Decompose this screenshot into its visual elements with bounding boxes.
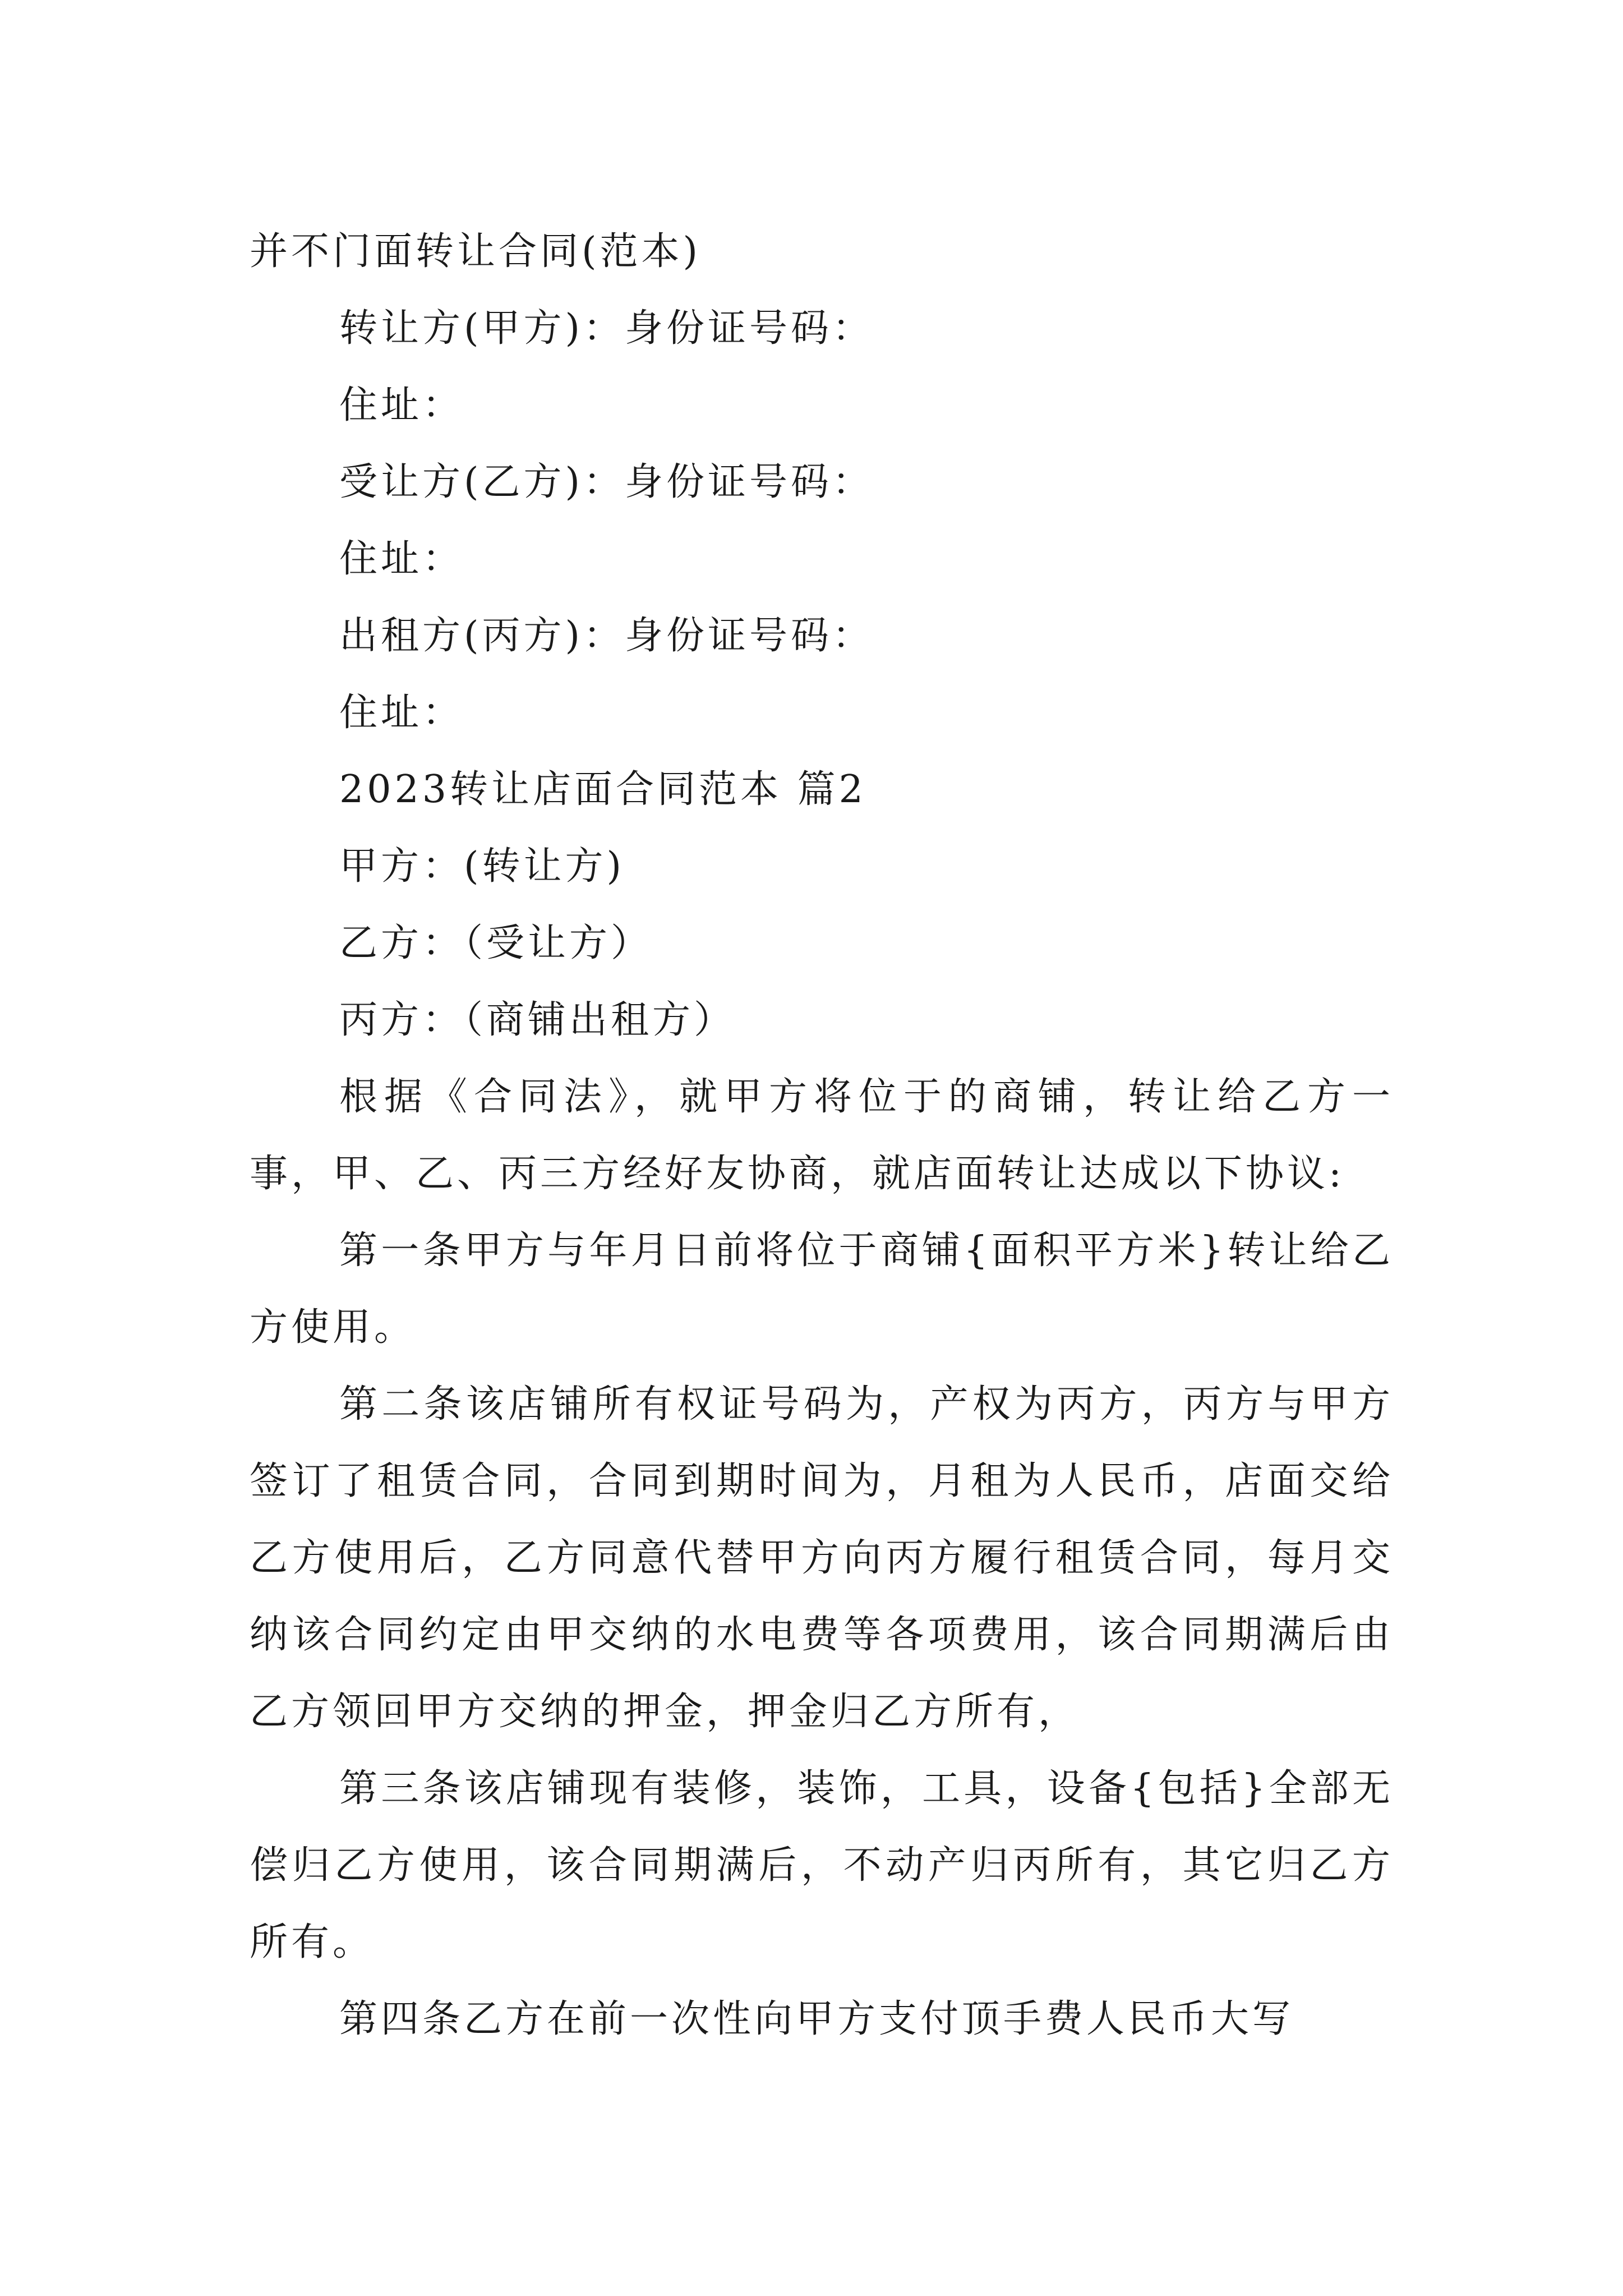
lessor-id-line: 出租方(丙方)：身份证号码： bbox=[339, 614, 874, 658]
party-b-line: 乙方：（受让方） bbox=[339, 921, 653, 965]
preamble-paragraph: 根据《合同法》，就甲方将位于的商铺，转让给乙方一事，甲、乙、丙三方经好友协商，就店面转让达成以下协议: bbox=[250, 1075, 1394, 1196]
transferor-address-line: 住址： bbox=[339, 383, 464, 427]
article-2-paragraph: 第二条该店铺所有权证号码为，产权为丙方，丙方与甲方签订了租赁合同，合同到期时间为，月租为人民币，店面交给乙方使用后，乙方同意代替甲方向丙方履行租赁合同，每月交纳该合同约定由甲交纳的水电费等各项费用，该合同期满后由乙方领回甲方交纳的押金，押金归乙方所有， bbox=[250, 1382, 1394, 1734]
transferee-address-line: 住址： bbox=[339, 537, 464, 581]
party-c-line: 丙方：（商铺出租方） bbox=[339, 998, 736, 1042]
document-title: 并不门面转让合同(范本) bbox=[250, 229, 702, 274]
transferee-id-line: 受让方(乙方)：身份证号码： bbox=[339, 460, 874, 504]
article-4-paragraph: 第四条乙方在前一次性向甲方支付顶手费人民币大写 bbox=[339, 1997, 1294, 2041]
article-3-paragraph: 第三条该店铺现有装修，装饰，工具，设备{包括}全部无偿归乙方使用，该合同期满后，不动产归丙所有，其它归乙方所有。 bbox=[250, 1766, 1394, 1964]
transferor-id-line: 转让方(甲方)：身份证号码： bbox=[339, 306, 874, 351]
party-a-line: 甲方：(转让方) bbox=[339, 844, 625, 889]
document-body bbox=[250, 213, 1394, 2058]
article-1-paragraph: 第一条甲方与年月日前将位于商铺{面积平方米}转让给乙方使用。 bbox=[250, 1228, 1394, 1350]
lessor-address-line: 住址： bbox=[339, 691, 464, 735]
section-heading: 2023转让店面合同范本 篇2 bbox=[339, 767, 866, 812]
